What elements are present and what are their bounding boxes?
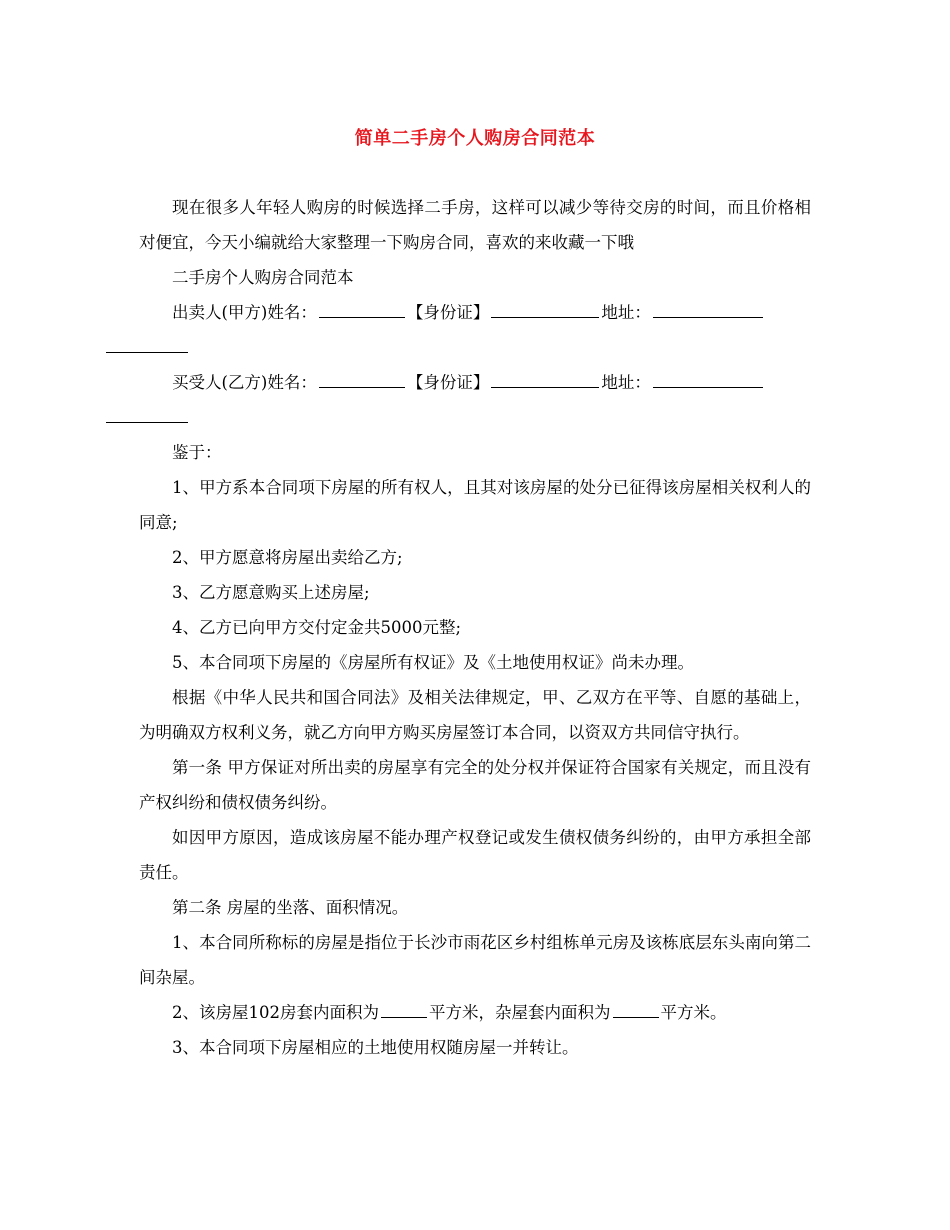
seller-info-line [139, 295, 811, 365]
whereas-item-2: 2、甲方愿意将房屋出卖给乙方; [172, 548, 403, 567]
seller-address-blank-continued [106, 351, 188, 353]
buyer-name-label: 买受人(乙方)姓名： [172, 373, 317, 392]
buyer-info-line [139, 365, 811, 435]
buyer-id-blank [491, 386, 599, 388]
buyer-address-blank-continued [106, 421, 188, 423]
article-2-item-3: 3、本合同项下房屋相应的土地使用权随房屋一并转让。 [172, 1038, 579, 1057]
seller-id-blank [491, 316, 599, 318]
area-text-start: 2、该房屋102房套内面积为 [172, 1003, 379, 1022]
seller-address-blank [653, 316, 763, 318]
contract-subtitle: 二手房个人购房合同范本 [172, 268, 354, 287]
buyer-address-label: 地址： [601, 373, 651, 392]
article-2-item-2 [139, 995, 811, 1030]
document-title: 简单二手房个人购房合同范本 [354, 128, 596, 149]
whereas-item-1: 1、甲方系本合同项下房屋的所有权人，且其对该房屋的处分已征得该房屋相关权利人的同意; [139, 478, 811, 532]
whereas-item-5: 5、本合同项下房屋的《房屋所有权证》及《土地使用权证》尚未办理。 [172, 653, 694, 672]
article-1: 第一条 甲方保证对所出卖的房屋享有完全的处分权并保证符合国家有关规定，而且没有产权纠纷和债权债务纠纷。 [139, 758, 811, 812]
seller-address-label: 地址： [601, 303, 651, 322]
buyer-id-label: 【身份证】 [406, 373, 490, 392]
storage-area-blank [613, 1016, 659, 1018]
seller-name-blank [319, 316, 405, 318]
buyer-name-blank [319, 386, 405, 388]
area-text-end: 平方米。 [660, 1003, 727, 1022]
article-1-liability: 如因甲方原因，造成该房屋不能办理产权登记或发生债权债务纠纷的，由甲方承担全部责任。 [139, 828, 811, 882]
article-2-heading: 第二条 房屋的坐落、面积情况。 [172, 898, 409, 917]
seller-name-label: 出卖人(甲方)姓名： [172, 303, 317, 322]
room-area-blank [381, 1016, 427, 1018]
article-2-item-1: 1、本合同所称标的房屋是指位于长沙市雨花区乡村组栋单元房及该栋底层东头南向第二间杂屋。 [139, 933, 811, 987]
intro-paragraph: 现在很多人年轻人购房的时候选择二手房，这样可以减少等待交房的时间，而且价格相对便宜，今天小编就给大家整理一下购房合同，喜欢的来收藏一下哦 [139, 198, 811, 252]
whereas-item-4: 4、乙方已向甲方交付定金共5000元整; [172, 618, 462, 637]
whereas-item-3: 3、乙方愿意购买上述房屋; [172, 583, 370, 602]
seller-id-label: 【身份证】 [406, 303, 490, 322]
document-body [139, 190, 811, 1065]
whereas-heading: 鉴于： [172, 443, 222, 462]
legal-basis-paragraph: 根据《中华人民共和国合同法》及相关法律规定，甲、乙双方在平等、自愿的基础上，为明确双方权利义务，就乙方向甲方购买房屋签订本合同，以资双方共同信守执行。 [139, 688, 811, 742]
buyer-address-blank [653, 386, 763, 388]
area-text-middle: 平方米，杂屋套内面积为 [429, 1003, 611, 1022]
